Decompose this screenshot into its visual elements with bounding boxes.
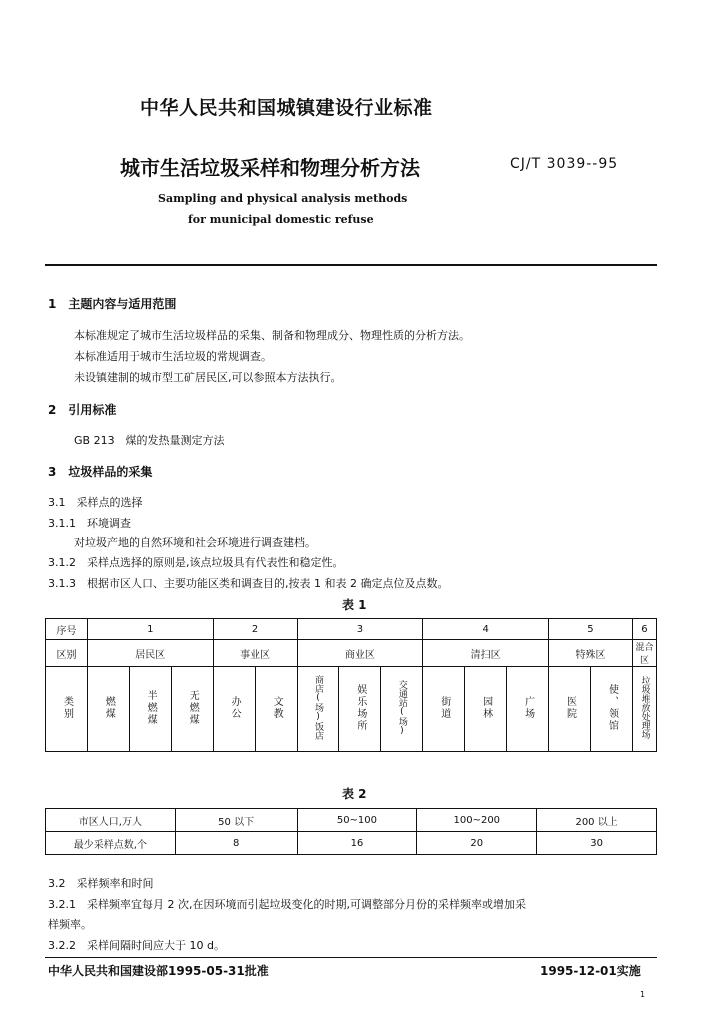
seq-cell: 1 bbox=[87, 619, 213, 640]
page-number: 1 bbox=[640, 990, 646, 999]
table-1 bbox=[45, 618, 657, 752]
approval-line: 中华人民共和国建设部1995-05-31批准 bbox=[48, 964, 269, 978]
category-cell: 园林 bbox=[465, 667, 507, 752]
category-cell: 半燃煤 bbox=[129, 667, 171, 752]
category-cell: 交通站(场) bbox=[381, 667, 423, 752]
category-cell: 垃圾堆放处理场 bbox=[632, 667, 656, 752]
section-3-1-1-para: 对垃圾产地的自然环境和社会环境进行调查建档。 bbox=[74, 536, 316, 549]
english-title-line2: for municipal domestic refuse bbox=[188, 213, 374, 226]
english-title-line1: Sampling and physical analysis methods bbox=[158, 192, 408, 205]
section-2-heading: 2 引用标准 bbox=[48, 403, 117, 417]
population-header: 市区人口,万人 bbox=[46, 809, 176, 832]
population-range: 50~100 bbox=[297, 809, 417, 832]
category-cell: 商店(场)饭店 bbox=[297, 667, 339, 752]
table-2-caption: 表 2 bbox=[342, 787, 367, 801]
document-title: 城市生活垃圾采样和物理分析方法 bbox=[120, 156, 420, 180]
section-3-2: 3.2 采样频率和时间 bbox=[48, 877, 154, 890]
sampling-points-value: 16 bbox=[297, 832, 417, 855]
category-cell: 文教 bbox=[255, 667, 297, 752]
section-3-heading: 3 垃圾样品的采集 bbox=[48, 465, 153, 479]
section-3-1: 3.1 采样点的选择 bbox=[48, 496, 143, 509]
industry-standard-title: 中华人民共和国城镇建设行业标准 bbox=[140, 97, 433, 119]
section-3-1-1: 3.1.1 环境调查 bbox=[48, 517, 131, 530]
category-cell: 街道 bbox=[423, 667, 465, 752]
section-3-1-3: 3.1.3 根据市区人口、主要功能区类和调查目的,按表 1 和表 2 确定点位及点数。 bbox=[48, 577, 449, 590]
table-1-caption: 表 1 bbox=[342, 598, 367, 612]
category-cell: 无燃煤 bbox=[171, 667, 213, 752]
sampling-points-value: 8 bbox=[175, 832, 297, 855]
seq-cell: 5 bbox=[549, 619, 633, 640]
category-cell: 娱乐场所 bbox=[339, 667, 381, 752]
seq-cell: 4 bbox=[423, 619, 549, 640]
section-2-para-1: GB 213 煤的发热量测定方法 bbox=[74, 434, 225, 447]
table-1-category-row bbox=[46, 667, 657, 752]
sampling-points-value: 20 bbox=[417, 832, 537, 855]
seq-cell: 6 bbox=[632, 619, 656, 640]
table-1-seq-row bbox=[46, 619, 657, 640]
seq-label: 序号 bbox=[46, 619, 88, 640]
table-1-area-row bbox=[46, 640, 657, 667]
seq-cell: 2 bbox=[213, 619, 297, 640]
category-cell: 办公 bbox=[213, 667, 255, 752]
area-cell: 商业区 bbox=[297, 640, 423, 667]
table-2-header-row bbox=[46, 809, 657, 832]
implementation-date: 1995-12-01实施 bbox=[540, 964, 641, 978]
category-cell: 医院 bbox=[549, 667, 591, 752]
area-cell: 特殊区 bbox=[549, 640, 633, 667]
section-3-1-2: 3.1.2 采样点选择的原则是,该点垃圾具有代表性和稳定性。 bbox=[48, 556, 344, 569]
section-1-para-1: 本标准规定了城市生活垃圾样品的采集、制备和物理成分、物理性质的分析方法。 bbox=[74, 329, 470, 342]
header-divider bbox=[45, 264, 657, 266]
population-range: 200 以上 bbox=[537, 809, 657, 832]
area-cell: 混合区 bbox=[632, 640, 656, 667]
standard-code: CJ/T 3039--95 bbox=[510, 156, 619, 172]
table-2 bbox=[45, 808, 657, 855]
section-3-2-1-line2: 样频率。 bbox=[48, 918, 92, 931]
sampling-points-value: 30 bbox=[537, 832, 657, 855]
section-3-2-1-line1: 3.2.1 采样频率宜每月 2 次,在因环境而引起垃圾变化的时期,可调整部分月份的采样频率或增加采 bbox=[48, 898, 526, 911]
seq-cell: 3 bbox=[297, 619, 423, 640]
section-1-heading: 1 主题内容与适用范围 bbox=[48, 297, 177, 311]
area-cell: 事业区 bbox=[213, 640, 297, 667]
area-cell: 清扫区 bbox=[423, 640, 549, 667]
population-range: 50 以下 bbox=[175, 809, 297, 832]
category-label: 类别 bbox=[46, 667, 88, 752]
table-2-value-row bbox=[46, 832, 657, 855]
population-range: 100~200 bbox=[417, 809, 537, 832]
area-label: 区别 bbox=[46, 640, 88, 667]
category-cell: 广场 bbox=[507, 667, 549, 752]
footer-divider bbox=[45, 957, 657, 958]
min-sampling-points-label: 最少采样点数,个 bbox=[46, 832, 176, 855]
section-1-para-2: 本标准适用于城市生活垃圾的常规调查。 bbox=[74, 350, 272, 363]
category-cell: 使、领馆 bbox=[590, 667, 632, 752]
area-cell: 居民区 bbox=[87, 640, 213, 667]
section-1-para-3: 未设镇建制的城市型工矿居民区,可以参照本方法执行。 bbox=[74, 371, 342, 384]
section-3-2-2: 3.2.2 采样间隔时间应大于 10 d。 bbox=[48, 939, 225, 952]
category-cell: 燃煤 bbox=[87, 667, 129, 752]
